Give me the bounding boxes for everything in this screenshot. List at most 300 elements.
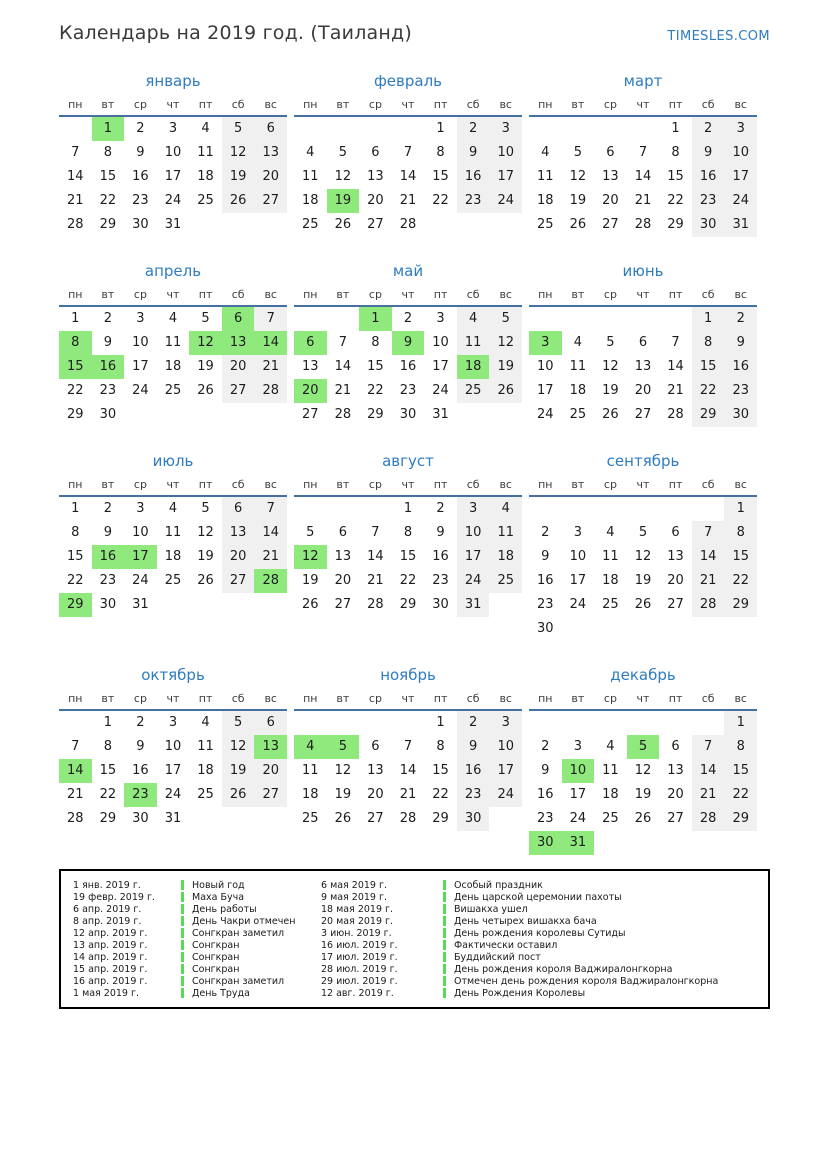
day-cell: 19 xyxy=(197,359,214,374)
holiday-marker-icon xyxy=(181,928,184,938)
day-cell: 19 xyxy=(222,759,255,783)
day-cell: 22 xyxy=(399,573,417,588)
legend-entry xyxy=(73,963,321,975)
day-cell: 7 xyxy=(638,145,648,160)
day-cell-empty xyxy=(489,403,522,427)
day-cell-empty xyxy=(222,593,255,617)
day-cell: 25 xyxy=(302,217,319,232)
day-cell: 26 xyxy=(634,597,652,612)
day-cell: 19 xyxy=(569,193,587,208)
day-cell-empty xyxy=(594,497,627,521)
day-cell: 28 xyxy=(254,379,287,403)
day-cell: 28 xyxy=(399,217,417,232)
day-cell: 14 xyxy=(59,759,92,783)
day-cell: 10 xyxy=(432,335,449,350)
day-cell: 14 xyxy=(67,169,84,184)
weekday-label: сб xyxy=(701,98,715,111)
legend-entry xyxy=(73,927,321,939)
day-cell: 11 xyxy=(164,335,182,350)
day-cell: 23 xyxy=(99,573,117,588)
day-cell: 10 xyxy=(489,141,522,165)
day-cell: 12 xyxy=(489,331,522,355)
day-cell: 9 xyxy=(692,141,725,165)
day-cell: 4 xyxy=(541,145,550,160)
day-cell: 20 xyxy=(222,355,255,379)
weekday-label: сб xyxy=(466,478,480,491)
day-cell: 20 xyxy=(667,573,684,588)
day-cell: 30 xyxy=(537,621,554,636)
day-cell: 21 xyxy=(367,573,384,588)
day-cell: 26 xyxy=(197,573,214,588)
day-cell: 16 xyxy=(399,359,417,374)
weekday-header-row xyxy=(59,475,287,497)
day-cell: 14 xyxy=(399,763,417,778)
day-cell: 25 xyxy=(197,787,214,802)
day-cell: 24 xyxy=(457,569,490,593)
day-cell-empty xyxy=(659,617,692,641)
day-cell: 10 xyxy=(569,549,587,564)
day-grid xyxy=(59,711,287,831)
day-cell: 3 xyxy=(529,331,562,355)
day-cell: 1 xyxy=(403,501,413,516)
holidays-legend xyxy=(59,869,770,1009)
month-block-5 xyxy=(294,261,522,427)
day-cell: 18 xyxy=(537,193,554,208)
weekday-label: пт xyxy=(433,692,448,705)
weekday-label: пт xyxy=(433,98,448,111)
day-cell: 18 xyxy=(302,193,319,208)
day-cell: 28 xyxy=(399,811,417,826)
day-cell: 18 xyxy=(164,549,182,564)
day-cell-empty xyxy=(157,403,190,427)
day-cell: 18 xyxy=(302,787,319,802)
day-cell: 14 xyxy=(334,359,352,374)
weekday-label: пт xyxy=(198,692,213,705)
day-cell: 17 xyxy=(489,759,522,783)
day-cell: 16 xyxy=(432,549,449,564)
day-cell: 7 xyxy=(254,307,287,331)
day-cell: 12 xyxy=(602,359,619,374)
legend-entry xyxy=(73,975,321,987)
weekday-label: чт xyxy=(166,98,180,111)
day-cell: 30 xyxy=(457,807,490,831)
day-cell: 8 xyxy=(59,331,92,355)
month-block-8 xyxy=(294,451,522,641)
weekday-label: вс xyxy=(734,288,747,301)
day-cell: 26 xyxy=(302,597,319,612)
day-cell: 15 xyxy=(367,359,384,374)
day-cell: 9 xyxy=(724,331,757,355)
day-cell: 22 xyxy=(724,783,757,807)
day-cell: 7 xyxy=(254,497,287,521)
day-cell: 4 xyxy=(294,735,327,759)
day-cell: 13 xyxy=(667,763,684,778)
page-title: Календарь на 2019 год. (Таиланд) xyxy=(59,22,412,44)
day-cell: 11 xyxy=(489,521,522,545)
day-cell: 3 xyxy=(489,117,522,141)
day-cell-empty xyxy=(327,497,360,521)
day-cell-empty xyxy=(692,497,725,521)
legend-date: 12 авг. 2019 г. xyxy=(321,987,394,999)
day-cell: 2 xyxy=(403,311,413,326)
day-cell-empty xyxy=(189,213,222,237)
day-cell: 20 xyxy=(667,787,684,802)
legend-holiday-name: Сонгкран xyxy=(192,963,240,975)
day-cell: 24 xyxy=(164,193,182,208)
day-cell: 17 xyxy=(537,383,554,398)
day-cell: 25 xyxy=(602,597,619,612)
day-cell: 19 xyxy=(302,573,319,588)
legend-date: 17 июл. 2019 г. xyxy=(321,951,398,963)
legend-date: 1 мая 2019 г. xyxy=(73,987,139,999)
month-title: январь xyxy=(145,72,201,90)
month-title: май xyxy=(392,262,424,280)
day-cell: 16 xyxy=(457,759,490,783)
legend-holiday-name: Маха Буча xyxy=(192,891,245,903)
day-cell: 24 xyxy=(569,811,587,826)
weekday-label: вт xyxy=(571,288,585,301)
day-cell-empty xyxy=(659,831,692,855)
weekday-label: пн xyxy=(303,288,318,301)
day-cell-empty xyxy=(489,807,522,831)
day-cell: 3 xyxy=(573,739,582,754)
weekday-header-row xyxy=(59,689,287,711)
weekday-label: вс xyxy=(499,288,512,301)
weekday-label: пн xyxy=(538,692,553,705)
day-cell: 17 xyxy=(132,359,149,374)
weekday-label: чт xyxy=(166,288,180,301)
legend-column-2 xyxy=(321,879,768,999)
day-cell-empty xyxy=(627,711,660,735)
weekday-label: чт xyxy=(401,478,415,491)
weekday-label: вт xyxy=(101,98,115,111)
day-cell: 21 xyxy=(692,569,725,593)
holiday-marker-icon xyxy=(443,916,446,926)
day-cell: 28 xyxy=(367,597,384,612)
day-cell: 17 xyxy=(569,787,587,802)
day-cell: 9 xyxy=(457,735,490,759)
day-cell: 4 xyxy=(606,739,615,754)
day-cell: 28 xyxy=(692,593,725,617)
day-cell-empty xyxy=(724,617,757,641)
day-cell: 7 xyxy=(71,739,80,754)
legend-date: 1 янв. 2019 г. xyxy=(73,879,141,891)
weekday-label: ср xyxy=(368,478,382,491)
day-cell: 15 xyxy=(399,549,417,564)
day-cell-empty xyxy=(189,807,222,831)
day-cell: 24 xyxy=(489,783,522,807)
legend-holiday-name: Сонгкран xyxy=(192,951,240,963)
weekday-label: пн xyxy=(303,692,318,705)
day-cell: 29 xyxy=(667,217,684,232)
holiday-marker-icon xyxy=(181,988,184,998)
weekday-header-row xyxy=(59,95,287,117)
day-cell: 27 xyxy=(367,811,384,826)
holiday-marker-icon xyxy=(181,976,184,986)
day-cell: 17 xyxy=(457,545,490,569)
day-cell: 29 xyxy=(399,597,417,612)
day-cell-empty xyxy=(529,711,562,735)
month-title: сентябрь xyxy=(606,452,680,470)
day-cell: 25 xyxy=(457,379,490,403)
legend-holiday-name: День работы xyxy=(192,903,257,915)
legend-entry xyxy=(321,975,768,987)
weekday-label: пт xyxy=(668,98,683,111)
day-cell-empty xyxy=(189,593,222,617)
legend-date: 6 апр. 2019 г. xyxy=(73,903,142,915)
month-block-6 xyxy=(529,261,757,427)
day-cell: 14 xyxy=(692,759,725,783)
day-cell: 19 xyxy=(334,787,352,802)
day-cell: 18 xyxy=(602,573,619,588)
month-block-11 xyxy=(294,665,522,855)
day-cell: 2 xyxy=(136,121,145,136)
day-cell: 8 xyxy=(71,525,80,540)
weekday-label: ср xyxy=(133,692,147,705)
day-cell: 10 xyxy=(132,335,149,350)
day-cell: 4 xyxy=(168,311,178,326)
day-cell-empty xyxy=(627,831,660,855)
weekday-label: вс xyxy=(264,288,277,301)
day-cell: 17 xyxy=(164,169,182,184)
day-cell: 2 xyxy=(103,311,112,326)
day-cell: 11 xyxy=(197,739,214,754)
holiday-marker-icon xyxy=(443,904,446,914)
weekday-label: вт xyxy=(571,692,585,705)
weekday-label: вт xyxy=(101,288,115,301)
weekday-label: вс xyxy=(264,478,277,491)
day-cell-empty xyxy=(562,617,595,641)
day-cell: 4 xyxy=(606,525,615,540)
month-block-4 xyxy=(59,261,287,427)
day-cell: 31 xyxy=(432,407,449,422)
day-cell: 29 xyxy=(724,593,757,617)
day-cell-empty xyxy=(294,711,327,735)
day-cell: 7 xyxy=(671,335,680,350)
day-cell: 25 xyxy=(489,569,522,593)
day-cell: 16 xyxy=(92,545,125,569)
day-cell: 7 xyxy=(692,735,725,759)
day-cell: 2 xyxy=(436,501,445,516)
day-cell: 22 xyxy=(432,193,449,208)
day-cell: 3 xyxy=(168,121,178,136)
day-cell: 14 xyxy=(367,549,384,564)
day-cell: 31 xyxy=(164,811,182,826)
day-cell: 25 xyxy=(164,573,182,588)
day-cell: 16 xyxy=(457,165,490,189)
month-title: ноябрь xyxy=(380,666,436,684)
legend-date: 20 мая 2019 г. xyxy=(321,915,394,927)
day-cell: 11 xyxy=(602,549,619,564)
weekday-label: сб xyxy=(231,288,245,301)
day-cell: 21 xyxy=(334,383,352,398)
day-cell: 24 xyxy=(164,787,182,802)
day-cell-empty xyxy=(659,307,692,331)
day-cell: 20 xyxy=(222,545,255,569)
weekday-label: пн xyxy=(303,478,318,491)
day-cell: 30 xyxy=(99,407,117,422)
day-cell-empty xyxy=(359,711,392,735)
day-cell: 6 xyxy=(371,739,380,754)
day-cell: 15 xyxy=(724,759,757,783)
day-cell: 6 xyxy=(606,145,615,160)
legend-entry xyxy=(73,939,321,951)
day-cell: 20 xyxy=(367,787,384,802)
day-cell: 22 xyxy=(367,383,384,398)
day-cell: 28 xyxy=(692,807,725,831)
day-cell: 3 xyxy=(136,501,145,516)
day-cell-empty xyxy=(222,403,255,427)
day-cell: 1 xyxy=(103,715,112,730)
day-cell: 20 xyxy=(334,573,352,588)
day-cell: 10 xyxy=(724,141,757,165)
day-cell: 21 xyxy=(254,545,287,569)
weekday-label: пн xyxy=(538,288,553,301)
day-cell: 2 xyxy=(724,307,757,331)
day-cell: 15 xyxy=(432,169,449,184)
day-grid xyxy=(59,117,287,237)
day-cell: 16 xyxy=(92,355,125,379)
day-cell: 11 xyxy=(164,525,182,540)
legend-entry xyxy=(321,951,768,963)
day-cell: 30 xyxy=(529,831,562,855)
weekday-label: сб xyxy=(466,98,480,111)
legend-holiday-name: День Труда xyxy=(192,987,250,999)
day-cell: 29 xyxy=(367,407,384,422)
weekday-label: ср xyxy=(603,478,617,491)
weekday-label: чт xyxy=(166,478,180,491)
day-cell: 10 xyxy=(489,735,522,759)
day-cell: 3 xyxy=(724,117,757,141)
day-cell: 26 xyxy=(222,783,255,807)
day-cell: 6 xyxy=(254,117,287,141)
weekday-label: сб xyxy=(701,692,715,705)
day-cell-empty xyxy=(562,497,595,521)
day-cell: 23 xyxy=(432,573,449,588)
day-grid xyxy=(529,307,757,427)
day-cell: 4 xyxy=(489,497,522,521)
day-cell: 16 xyxy=(537,573,554,588)
legend-entry xyxy=(73,891,321,903)
day-cell: 6 xyxy=(671,739,680,754)
day-cell-empty xyxy=(222,213,255,237)
day-cell: 6 xyxy=(294,331,327,355)
day-cell: 12 xyxy=(569,169,587,184)
day-cell: 2 xyxy=(692,117,725,141)
day-cell: 22 xyxy=(724,569,757,593)
day-cell: 20 xyxy=(254,165,287,189)
holiday-marker-icon xyxy=(443,964,446,974)
weekday-label: ср xyxy=(133,98,147,111)
day-cell: 2 xyxy=(457,711,490,735)
day-cell: 2 xyxy=(136,715,145,730)
day-cell: 31 xyxy=(457,593,490,617)
weekday-label: пн xyxy=(68,692,83,705)
legend-date: 28 июл. 2019 г. xyxy=(321,963,398,975)
day-cell: 15 xyxy=(67,549,84,564)
brand-link[interactable]: TIMESLES.COM xyxy=(667,29,770,44)
holiday-marker-icon xyxy=(443,988,446,998)
day-cell-empty xyxy=(659,497,692,521)
day-cell: 5 xyxy=(638,525,648,540)
legend-entry xyxy=(73,903,321,915)
day-cell: 10 xyxy=(537,359,554,374)
weekday-label: ср xyxy=(603,288,617,301)
day-cell: 7 xyxy=(692,521,725,545)
day-cell: 24 xyxy=(537,407,554,422)
day-cell: 4 xyxy=(201,121,210,136)
day-cell: 23 xyxy=(124,783,157,807)
weekday-label: пт xyxy=(433,288,448,301)
day-cell: 28 xyxy=(634,217,652,232)
day-cell: 23 xyxy=(457,783,490,807)
legend-entry xyxy=(321,927,768,939)
day-cell-empty xyxy=(222,807,255,831)
weekday-label: ср xyxy=(368,692,382,705)
month-block-1 xyxy=(59,71,287,237)
holiday-marker-icon xyxy=(443,940,446,950)
day-cell: 18 xyxy=(197,763,214,778)
day-grid xyxy=(294,497,522,617)
day-cell: 3 xyxy=(489,711,522,735)
day-cell: 22 xyxy=(432,787,449,802)
day-cell: 18 xyxy=(197,169,214,184)
weekday-label: сб xyxy=(466,692,480,705)
day-cell: 7 xyxy=(403,739,413,754)
day-cell: 23 xyxy=(457,189,490,213)
day-cell: 10 xyxy=(562,759,595,783)
day-cell: 1 xyxy=(92,117,125,141)
day-cell: 27 xyxy=(254,783,287,807)
weekday-header-row xyxy=(294,475,522,497)
weekday-label: пт xyxy=(668,288,683,301)
day-cell: 28 xyxy=(67,217,84,232)
day-cell: 16 xyxy=(692,165,725,189)
month-block-10 xyxy=(59,665,287,855)
day-cell: 20 xyxy=(634,383,652,398)
day-cell: 6 xyxy=(222,307,255,331)
legend-holiday-name: День Чакри отмечен xyxy=(192,915,296,927)
legend-entry xyxy=(321,891,768,903)
day-cell: 1 xyxy=(436,121,445,136)
day-cell: 19 xyxy=(634,573,652,588)
day-cell-empty xyxy=(594,831,627,855)
day-cell: 17 xyxy=(569,573,587,588)
day-cell: 20 xyxy=(294,379,327,403)
day-cell: 13 xyxy=(667,549,684,564)
day-cell: 22 xyxy=(99,787,117,802)
day-cell-empty xyxy=(529,307,562,331)
weekday-label: сб xyxy=(701,478,715,491)
weekday-label: сб xyxy=(466,288,480,301)
day-cell: 5 xyxy=(606,335,615,350)
day-cell: 1 xyxy=(71,501,80,516)
day-cell: 3 xyxy=(136,311,145,326)
day-cell: 27 xyxy=(334,597,352,612)
day-cell-empty xyxy=(562,117,595,141)
day-cell: 15 xyxy=(724,545,757,569)
day-cell: 21 xyxy=(67,787,84,802)
day-cell: 11 xyxy=(302,169,319,184)
holiday-marker-icon xyxy=(443,928,446,938)
weekday-label: вт xyxy=(336,98,350,111)
day-cell-empty xyxy=(692,831,725,855)
day-cell: 26 xyxy=(602,407,619,422)
day-cell: 25 xyxy=(197,193,214,208)
day-cell: 12 xyxy=(634,763,652,778)
holiday-marker-icon xyxy=(181,952,184,962)
day-cell: 1 xyxy=(692,307,725,331)
